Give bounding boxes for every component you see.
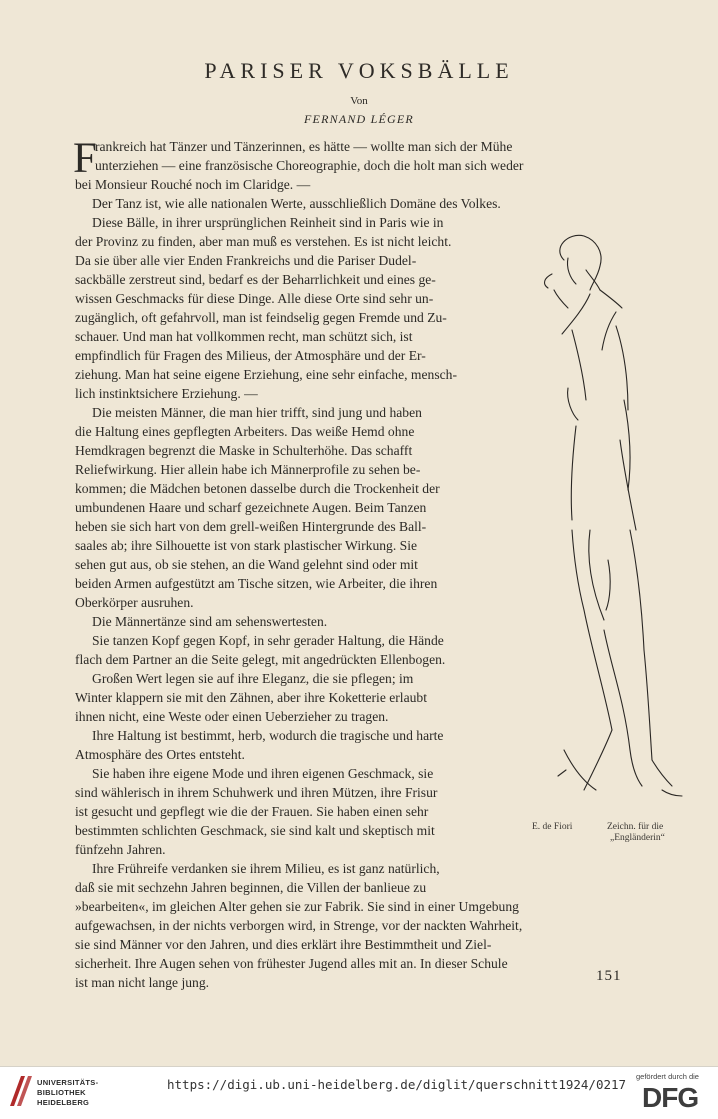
- text-line: der Provinz zu finden, aber man muß es verstehen. Es ist nicht leicht.: [75, 234, 452, 249]
- text-line: aufgewachsen, in der nichts verborgen wird, in Strenge, vor der nackten Wahrheit,: [75, 918, 523, 933]
- text-line: Ihre Frühreife verdanken sie ihrem Milieu, es ist ganz natürlich,: [92, 861, 440, 876]
- text-line: Diese Bälle, in ihrer ursprünglichen Reinheit sind in Paris wie in: [92, 215, 444, 230]
- article-title: PARISER VOKSBÄLLE: [204, 58, 514, 83]
- text-line: Reliefwirkung. Hier allein habe ich Männerprofile zu sehen be-: [75, 462, 421, 477]
- library-name-line3: HEIDELBERG: [37, 1098, 90, 1107]
- text-line: bestimmten schlichten Geschmack, sie sind kalt und skeptisch mit: [75, 823, 435, 838]
- page-number: 151: [596, 968, 622, 984]
- text-line: Die Männertänze sind am sehenswertesten.: [92, 614, 328, 629]
- university-library-logo-icon: [8, 1074, 34, 1108]
- text-line: Hemdkragen begrenzt die Maske in Schulterhöhe. Das schafft: [75, 443, 413, 458]
- text-line: Ihre Haltung ist bestimmt, herb, wodurch die tragische und harte: [92, 728, 444, 743]
- text-line: Die meisten Männer, die man hier trifft, sind jung und haben: [92, 405, 422, 420]
- text-line: bei Monsieur Rouché noch im Claridge. —: [75, 177, 311, 192]
- library-name-line1: UNIVERSITÄTS-: [37, 1078, 99, 1087]
- text-line: Oberkörper ausruhen.: [75, 595, 194, 610]
- caption-title-line1: Zeichn. für die: [607, 822, 664, 832]
- author-name: FERNAND LÉGER: [304, 112, 414, 126]
- text-line: heben sie sich hart von dem grell-weißen Hintergrunde des Ball-: [75, 519, 427, 534]
- text-line: »bearbeiten«, im gleichen Alter gehen sie zur Fabrik. Sie sind in einer Umgebung: [75, 899, 519, 914]
- text-line: Der Tanz ist, wie alle nationalen Werte, ausschließlich Domäne des Volkes.: [92, 196, 501, 211]
- funding-note: gefördert durch die: [636, 1072, 699, 1081]
- text-line: sehen gut aus, ob sie stehen, an die Wand gelehnt sind oder mit: [75, 557, 418, 572]
- drop-cap: F: [73, 135, 97, 182]
- text-line: sicherheit. Ihre Augen sehen von frühester Jugend alles mit an. In dieser Schule: [75, 956, 508, 971]
- text-line: Sie haben ihre eigene Mode und ihren eigenen Geschmack, sie: [92, 766, 434, 781]
- text-line: sind wählerisch in ihrem Schuhwerk und ihren Mützen, ihre Frisur: [75, 785, 438, 800]
- text-line: zugänglich, oft gefahrvoll, man ist feindselig gegen Fremde und Zu-: [75, 310, 447, 325]
- text-line: unterziehen — eine französische Choreographie, doch die holt man sich weder: [95, 158, 524, 173]
- footer-bar: [0, 1066, 718, 1119]
- text-line: saales ab; ihre Silhouette ist von stark plastischer Wirkung. Sie: [75, 538, 418, 553]
- text-line: ziehung. Man hat seine eigene Erziehung, eine sehr einfache, mensch-: [75, 367, 457, 382]
- text-line: wissen Geschmacks für diese Dinge. Alle diese Orte sind sehr un-: [75, 291, 434, 306]
- text-line: Großen Wert legen sie auf ihre Eleganz, die sie pflegen; im: [92, 671, 414, 686]
- text-line: umbundenen Haare und scharf gezeichnete Augen. Beim Tanzen: [75, 500, 427, 515]
- text-line: Da sie über alle vier Enden Frankreichs und die Pariser Dudel-: [75, 253, 417, 268]
- text-line: ist man nicht lange jung.: [75, 975, 210, 990]
- text-line: die Haltung eines gepflegten Arbeiters. Das weiße Hemd ohne: [75, 424, 415, 439]
- text-line: beiden Armen aufgestützt am Tische sitzen, wie Arbeiter, die ihren: [75, 576, 438, 591]
- text-line: sackbälle zerstreut sind, bedarf es der Beharrlichkeit und eines ge-: [75, 272, 436, 287]
- dfg-logo: DFG: [642, 1082, 699, 1113]
- text-line: lich instinktsichere Erziehung. —: [75, 386, 258, 401]
- byline-von: Von: [350, 95, 368, 107]
- text-line: flach dem Partner an die Seite gelegt, mit angedrückten Ellenbogen.: [75, 652, 446, 667]
- text-line: rankreich hat Tänzer und Tänzerinnen, es hätte — wollte man sich der Mühe: [95, 139, 513, 154]
- text-line: ihnen nicht, eine Weste oder einen Ueberzieher zu tragen.: [75, 709, 389, 724]
- text-line: sie sind Männer vor den Jahren, und dies erklärt ihre Bestimmtheit und Ziel-: [75, 937, 492, 952]
- text-line: fünfzehn Jahren.: [75, 842, 166, 857]
- text-line: daß sie mit sechzehn Jahren beginnen, die Villen der banlieue zu: [75, 880, 427, 895]
- library-name-line2: BIBLIOTHEK: [37, 1088, 86, 1097]
- text-line: Sie tanzen Kopf gegen Kopf, in sehr gerader Haltung, die Hände: [92, 633, 444, 648]
- text-line: schauer. Und man hat vollkommen recht, man schützt sich, ist: [75, 329, 413, 344]
- text-line: empfindlich für Fragen des Milieus, der Atmosphäre und der Er-: [75, 348, 426, 363]
- text-line: kommen; die Mädchen betonen dasselbe durch die Trockenheit der: [75, 481, 440, 496]
- text-line: Winter klappern sie mit den Zähnen, aber ihre Koketterie erlaubt: [75, 690, 427, 705]
- source-url-link[interactable]: https://digi.ub.uni-heidelberg.de/diglit/querschnitt1924/0217: [167, 1077, 627, 1092]
- caption-title-line2: „Engländerin“: [610, 833, 665, 843]
- text-line: Atmosphäre des Ortes entsteht.: [75, 747, 245, 762]
- figure-drawing: [512, 230, 692, 805]
- caption-artist: E. de Fiori: [532, 822, 573, 832]
- text-line: ist gesucht und gepflegt wie die der Frauen. Sie haben einen sehr: [75, 804, 429, 819]
